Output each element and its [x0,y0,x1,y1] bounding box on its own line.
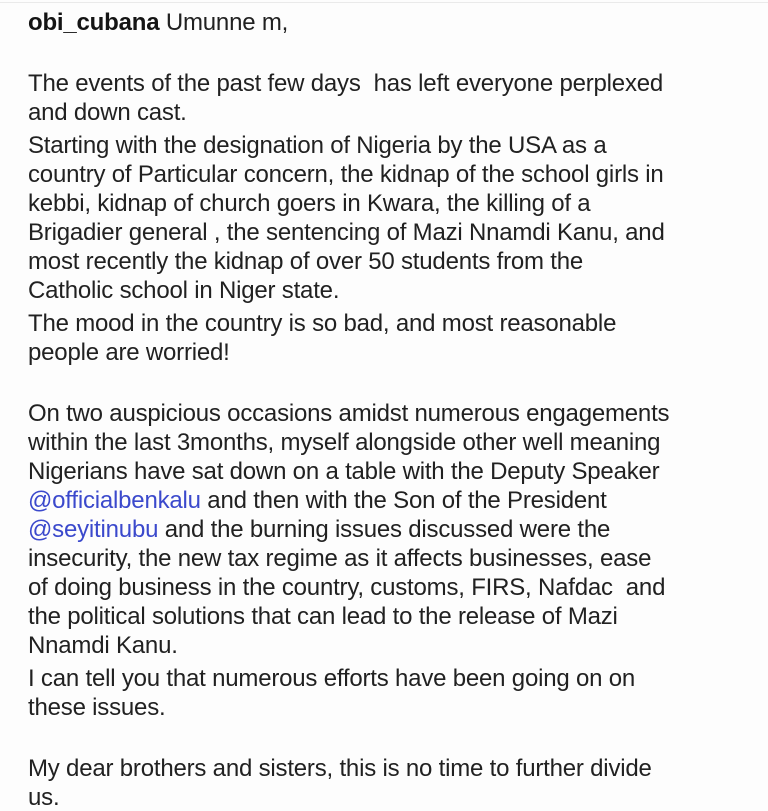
paragraph-gap [28,41,744,69]
caption-text: My dear brothers and sisters, this is no time to further divide [28,755,652,782]
caption-line [28,247,744,276]
caption-text: kebbi, kidnap of church goers in Kwara, the killing of a [28,190,591,217]
caption-text: us. [28,784,60,811]
username-link[interactable]: obi_cubana [28,9,160,36]
caption-line [28,664,744,693]
caption-line [28,573,744,602]
caption-line [28,399,744,428]
caption-paragraph [28,8,744,37]
caption-text: Brigadier general , the sentencing of Mazi Nnamdi Kanu, and [28,219,665,246]
caption-line [28,486,744,515]
caption-text: Starting with the designation of Nigeria by the USA as a [28,132,607,159]
caption-text: of doing business in the country, customs, FIRS, Nafdac and [28,574,666,601]
caption-line [28,189,744,218]
caption-text: Nigerians have sat down on a table with the Deputy Speaker [28,458,660,485]
caption-line [28,276,744,305]
caption-paragraph [28,131,744,305]
caption-text: people are worried! [28,339,230,366]
caption-text: Nnamdi Kanu. [28,632,178,659]
caption-line [28,754,744,783]
caption-text: and down cast. [28,99,187,126]
caption-text: On two auspicious occasions amidst numerous engagements [28,400,670,427]
caption-line [28,544,744,573]
caption-line [28,69,744,98]
caption-line [28,693,744,722]
caption-text: most recently the kidnap of over 50 students from the [28,248,584,275]
caption-line [28,8,744,37]
caption-text: country of Particular concern, the kidnap of the school girls in [28,161,664,188]
caption-paragraph [28,664,744,722]
caption-text: I can tell you that numerous efforts have been going on on [28,665,636,692]
paragraph-gap [28,726,744,754]
caption-text: Catholic school in Niger state. [28,277,340,304]
caption-line [28,98,744,127]
caption-line [28,631,744,660]
caption-line [28,457,744,486]
caption-line [28,783,744,811]
caption-line [28,160,744,189]
caption-line [28,602,744,631]
caption-text: and then with the Son of the President [200,487,607,514]
mention-link[interactable]: @seyitinubu [28,516,159,543]
caption-line [28,515,744,544]
caption-paragraph [28,754,744,811]
caption-paragraph [28,69,744,127]
caption-paragraph [28,399,744,660]
mention-link[interactable]: @officialbenkalu [28,487,201,514]
caption-line [28,309,744,338]
caption-text: within the last 3months, myself alongside other well meaning [28,429,661,456]
caption-text: insecurity, the new tax regime as it affects businesses, ease [28,545,652,572]
caption-text: and the burning issues discussed were the [158,516,611,543]
caption-line [28,338,744,367]
caption-line [28,131,744,160]
caption-text: these issues. [28,694,166,721]
caption-text: Umunne m, [159,9,289,36]
top-hairline-divider [0,2,768,3]
caption-line [28,218,744,247]
caption-line [28,428,744,457]
caption-text: The events of the past few days has left everyone perplexed [28,70,664,97]
caption-paragraph [28,309,744,367]
caption-text: the political solutions that can lead to the release of Mazi [28,603,618,630]
caption-text: The mood in the country is so bad, and most reasonable [28,310,617,337]
paragraph-gap [28,371,744,399]
